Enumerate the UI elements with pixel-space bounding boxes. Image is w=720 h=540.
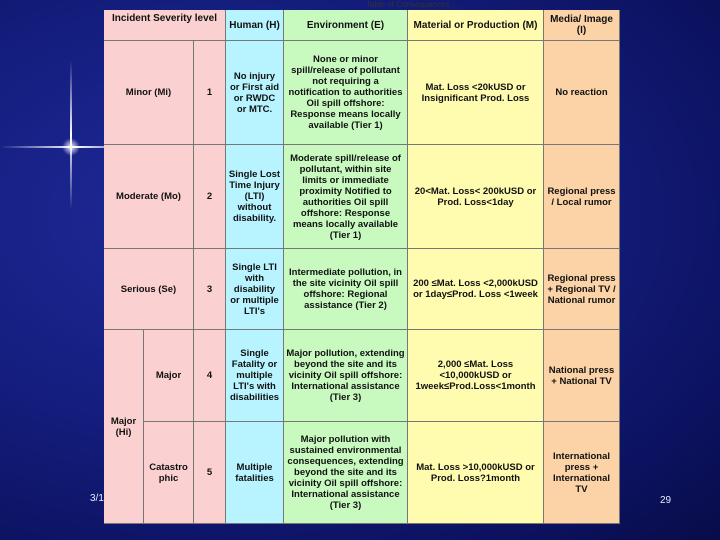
media-serious: Regional press + Regional TV / National rumor bbox=[544, 249, 620, 330]
material-moderate: 20<Mat. Loss< 200kUSD or Prod. Loss<1day bbox=[408, 145, 544, 249]
header-media: Media/ Image (I) bbox=[544, 10, 620, 41]
severity-group-major: Major (Hi) bbox=[104, 330, 144, 524]
human-major: Single Fatality or multiple LTI's with disabilities bbox=[226, 330, 284, 422]
header-environment: Environment (E) bbox=[284, 10, 408, 41]
environment-minor: None or minor spill/release of pollutant not requiring a notification to authorities Oil spill offshore: Response means locally available (Tier 1) bbox=[284, 41, 408, 145]
severity-serious: Serious (Se) bbox=[104, 249, 194, 330]
level-4: 4 bbox=[194, 330, 226, 422]
sparkle-center bbox=[62, 138, 80, 156]
header-human: Human (H) bbox=[226, 10, 284, 41]
material-catastrophic: Mat. Loss >10,000kUSD or Prod. Loss?1month bbox=[408, 422, 544, 524]
human-serious: Single LTI with disability or multiple LTI's bbox=[226, 249, 284, 330]
consequence-table bbox=[104, 0, 620, 524]
table-caption: Table of Consequences bbox=[366, 0, 450, 9]
environment-serious: Intermediate pollution, in the site vicinity Oil spill offshore: Regional assistance (Tier 2) bbox=[284, 249, 408, 330]
human-catastrophic: Multiple fatalities bbox=[226, 422, 284, 524]
human-moderate: Single Lost Time Injury (LTI) without disability. bbox=[226, 145, 284, 249]
media-minor: No reaction bbox=[544, 41, 620, 145]
level-1: 1 bbox=[194, 41, 226, 145]
material-minor: Mat. Loss <20kUSD or Insignificant Prod. Loss bbox=[408, 41, 544, 145]
media-catastrophic: International press + International TV bbox=[544, 422, 620, 524]
media-moderate: Regional press / Local rumor bbox=[544, 145, 620, 249]
severity-moderate: Moderate (Mo) bbox=[104, 145, 194, 249]
level-2: 2 bbox=[194, 145, 226, 249]
material-serious: 200 ≤Mat. Loss <2,000kUSD or 1day≤Prod. Loss <1week bbox=[408, 249, 544, 330]
header-material: Material or Production (M) bbox=[408, 10, 544, 41]
material-major: 2,000 ≤Mat. Loss <10,000kUSD or 1week≤Prod.Loss<1month bbox=[408, 330, 544, 422]
environment-moderate: Moderate spill/release of pollutant, within site limits or immediate proximity Notified to authorities Oil spill offshore: Response means locally available (Tier 1) bbox=[284, 145, 408, 249]
severity-minor: Minor (Mi) bbox=[104, 41, 194, 145]
environment-major: Major pollution, extending beyond the site and its vicinity Oil spill offshore: International assistance (Tier 3) bbox=[284, 330, 408, 422]
level-3: 3 bbox=[194, 249, 226, 330]
severity-catastrophic: Catastro phic bbox=[144, 422, 194, 524]
header-severity: Incident Severity level bbox=[104, 10, 226, 41]
media-major: National press + National TV bbox=[544, 330, 620, 422]
sparkle-vertical bbox=[70, 60, 72, 210]
footer-date: 3/1 bbox=[90, 493, 104, 504]
environment-catastrophic: Major pollution with sustained environmental consequences, extending beyond the site and its vicinity Oil spill offshore: International assistance (Tier 3) bbox=[284, 422, 408, 524]
human-minor: No injury or First aid or RWDC or MTC. bbox=[226, 41, 284, 145]
level-5: 5 bbox=[194, 422, 226, 524]
severity-major: Major bbox=[144, 330, 194, 422]
slide-number: 29 bbox=[660, 495, 672, 506]
